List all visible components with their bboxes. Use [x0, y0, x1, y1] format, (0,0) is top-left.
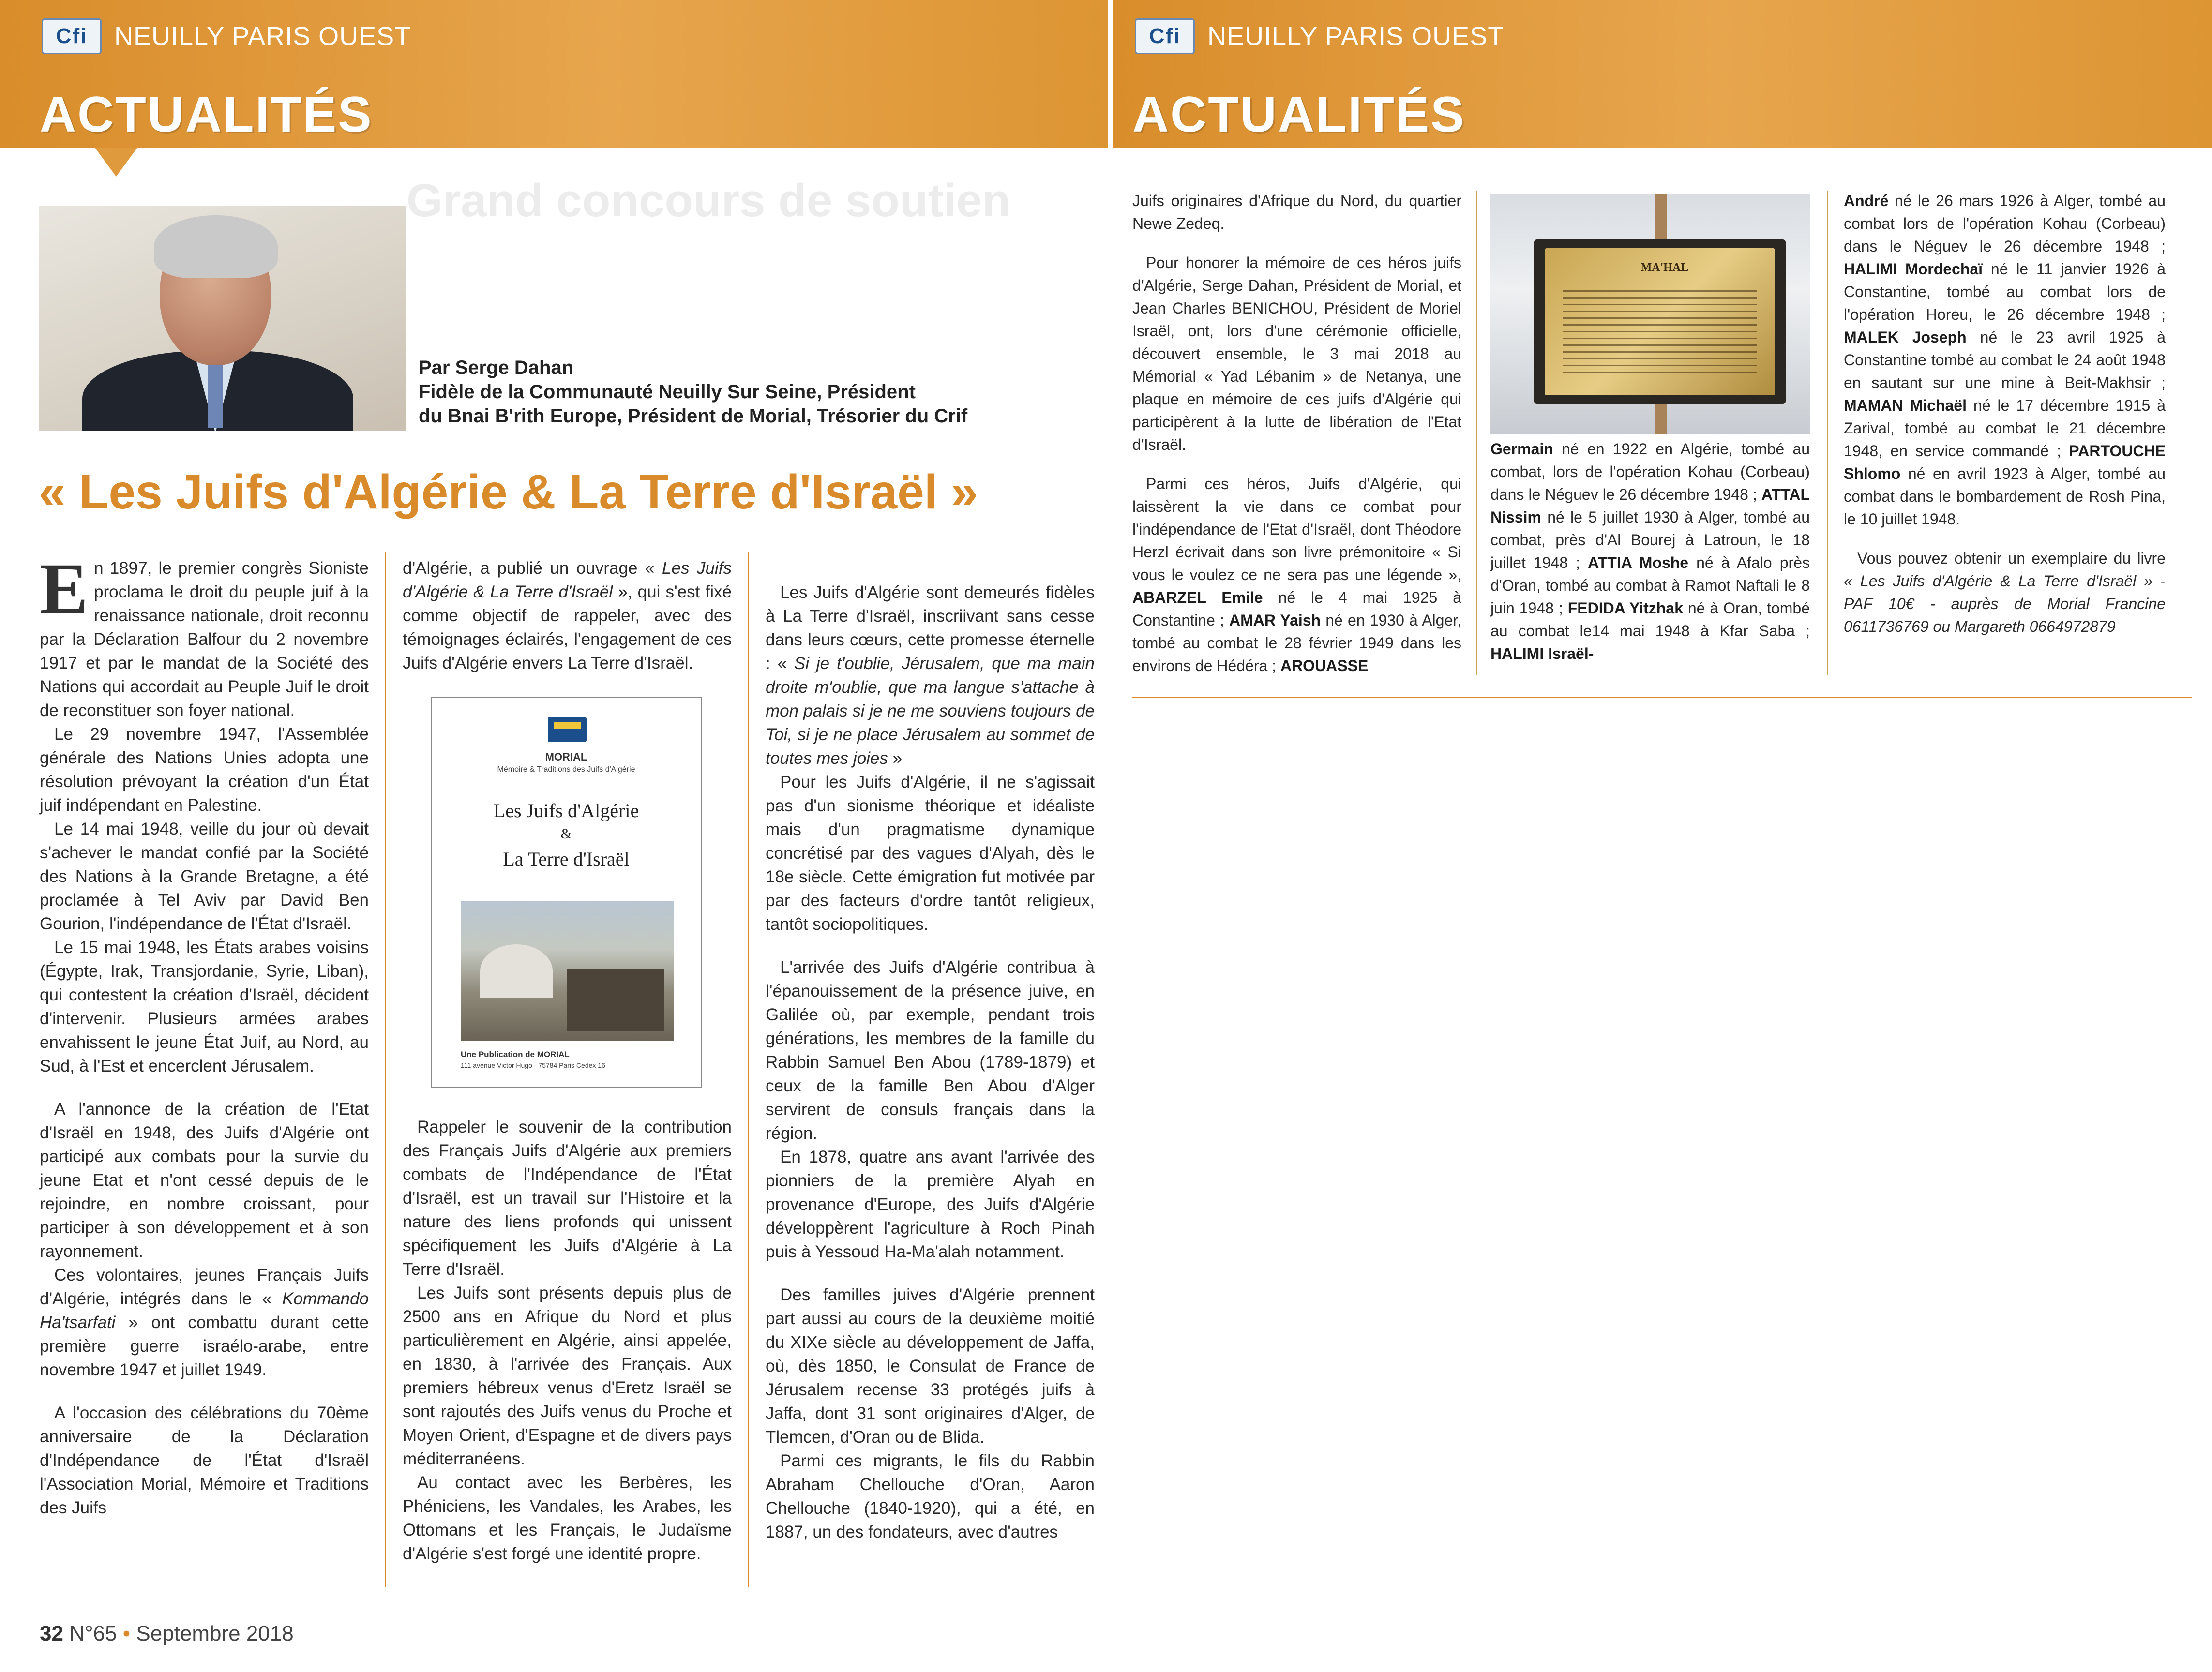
paragraph: Juifs originaires d'Afrique du Nord, du quartier Newe Zedeq.: [1132, 192, 1461, 232]
paragraph: d'Algérie, a publié un ouvrage « Les Juifs d'Algérie & La Terre d'Israël », qui s'est fixé comme objectif de rappeler, avec des témoignages éclairés, l'engagement de ces Juifs d'Algérie envers La Terre d'Israël.: [403, 559, 732, 672]
horizontal-rule: [1132, 697, 2192, 698]
paragraph: Pour les Juifs d'Algérie, il ne s'agissait pas d'un sionisme théorique et idéaliste mais d'un pragmatisme dynamique concrétisé par des vagues d'Alyah, dès le 18e siècle. Cette émigration fut motivée par par des facteurs d'ordre tantôt religieux, tantôt sociopolitiques.: [766, 773, 1095, 934]
right-column-3: [1844, 190, 2166, 638]
byline-name: Par Serge Dahan: [419, 357, 574, 378]
article-column-2: [403, 556, 732, 675]
plaque-title: MA'HAL: [1640, 261, 1689, 274]
column-separator: [1476, 191, 1477, 675]
paragraph: Des familles juives d'Algérie prennent part aussi au cours de la deuxième moitié du XIXe siècle au développement de Jaffa, où, dès 1850, le Consulat de France de Jérusalem recense 33 protégés juifs à Jaffa, dont 31 sont originaires d'Alger, de Tlemcen, d'Oran ou de Blida.: [766, 1285, 1095, 1447]
cover-photo-crowd: [567, 969, 664, 1031]
header-band: [0, 0, 1108, 148]
paragraph: Rappeler le souvenir de la contribution des Français Juifs d'Algérie aux premiers combats de l'Indépendance de l'État d'Israël, est un travail sur l'Histoire et la nature des liens profonds qui unissent spécifiquement les Juifs d'Algérie à La Terre d'Israël.: [403, 1118, 732, 1279]
cover-photo-dome: [480, 944, 553, 998]
article-column-3: [766, 581, 1095, 1544]
header-brand: NEUILLY PARIS OUEST: [1207, 22, 1505, 51]
header-notch: [95, 148, 137, 177]
right-column-1: [1132, 190, 1461, 677]
cover-org: MORIAL: [545, 751, 587, 763]
cfi-logo: Cfi: [42, 18, 102, 54]
photo-hair: [154, 215, 278, 278]
cover-title-3: La Terre d'Israël: [503, 848, 630, 870]
paragraph: Le 15 mai 1948, les États arabes voisins (Égypte, Irak, Transjordanie, Syrie, Liban), qui contestent la création d'Israël, décident d'intervenir. Plusieurs armées arabes envahissent le jeune État Juif, au Nord, au Sud, à l'Est et encerclent Jérusalem.: [40, 938, 369, 1075]
paragraph: Parmi ces héros, Juifs d'Algérie, qui laissèrent la vie dans ce combat pour l'indépendance de l'Etat d'Israël, dont Théodore Herzl écrivait dans son livre prémonitoire « Si vous le voulez ce ne sera pas une légende », ABARZEL Emile né le 4 mai 1925 à Constantine ; AMAR Yaish né en 1930 à Alger, tombé au combat le 28 février 1949 dans les environs de Hédéra ; AROUASSE: [1132, 475, 1462, 674]
section-rubric: ACTUALITÉS: [40, 87, 373, 143]
cfi-logo: Cfi: [1135, 18, 1195, 54]
paragraph: A l'occasion des célébrations du 70ème anniversaire de la Déclaration d'Indépendance de l'État d'Israël l'Association Morial, Mémoire et Traditions des Juifs: [40, 1403, 369, 1517]
page-footer: [40, 1622, 294, 1646]
issue-date: Septembre 2018: [136, 1622, 294, 1645]
right-column-2: [1490, 438, 1810, 665]
paragraph: Pour honorer la mémoire de ces héros juifs d'Algérie, Serge Dahan, Président de Morial, et Jean Charles BENICHOU, Président de Moriel Israël, ont, lors d'une cérémonie officielle, découvert ensemble, le 3 mai 2018 au Mémorial « Yad Lébanim » de Netanya, une plaque en mémoire de ces juifs d'Algérie qui participèrent à la lutte de libération de l'Etat d'Israël.: [1132, 254, 1461, 453]
paragraph: A l'annonce de la création de l'Etat d'Israël en 1948, des Juifs d'Algérie ont participé aux combats pour la survie du jeune Etat et n'ont cessé depuis de le rejoindre, en nombre croissant, pour participer à son développement et à son rayonnement.: [40, 1100, 369, 1261]
header-brand-row: [1135, 18, 1504, 54]
right-page: [1113, 0, 2212, 721]
byline: [419, 356, 967, 428]
cover-org-sub: Mémoire & Traditions des Juifs d'Algérie: [497, 765, 635, 774]
header-brand-row: [42, 18, 411, 54]
morial-logo: [548, 717, 587, 742]
cover-publisher: Une Publication de MORIAL: [461, 1050, 570, 1059]
paragraph: Au contact avec les Berbères, les Phéniciens, les Vandales, les Arabes, les Ottomans et les Français, le Judaïsme d'Algérie s'est forgé une identité propre.: [403, 1473, 732, 1563]
paragraph: Les Juifs d'Algérie sont demeurés fidèles à La Terre d'Israël, inscriivant sans cesse dans leurs cœurs, cette promesse éternelle : « Si je t'oublie, Jérusalem, que ma main droite m'oublie, que ma langue s'attache à mon palais si je ne me souviens toujours de Toi, si je ne place Jérusalem au sommet de toutes mes joies »: [766, 583, 1095, 768]
paragraph: L'arrivée des Juifs d'Algérie contribua à l'épanouissement de la présence juive, en Galilée où, par exemple, pendant trois générations, les membres de la famille du Rabbin Samuel Ben Abou (1789-1879) et ceux de la famille Ben Abou d'Alger servirent de consuls français dans la région.: [766, 958, 1095, 1143]
article-column-1: [40, 549, 369, 1520]
paragraph: Ces volontaires, jeunes Français Juifs d'Algérie, intégrés dans le « Kommando Ha'tsarfati » ont combattu durant cette première guerre israélo-arabe, entre novembre 1947 et juillet 1949.: [40, 1266, 369, 1379]
section-rubric: ACTUALITÉS: [1132, 87, 1466, 143]
column-separator: [1827, 191, 1828, 675]
issue-number: N°65: [69, 1622, 117, 1645]
article-title: « Les Juifs d'Algérie & La Terre d'Israël »: [39, 465, 978, 519]
article-column-2-lower: [403, 1115, 732, 1566]
paragraph: En 1878, quatre ans avant l'arrivée des pionniers de la première Alyah en provenance d'Europe, des Juifs d'Algérie développèrent l'agriculture à Roch Pinah puis à Yessoud Ha-Ma'alah notamment.: [766, 1148, 1095, 1261]
book-cover: [431, 697, 702, 1088]
paragraph: Germain né en 1922 en Algérie, tombé au combat, lors de l'opération Kohau (Corbeau) dans le Néguev le 26 décembre 1948 ; ATTAL Nissim né le 5 juillet 1930 à Alger, tombé au combat, près d'Al Bourej à Latroun, le 18 juillet 1948 ; ATTIA Moshe né à Afalo près d'Oran, tombé au combat à Ramot Naftali le 8 juin 1948 ; FEDIDA Yitzhak né à Oran, tombé au combat le14 mai 1948 à Kfar Saba ; HALIMI Israël-: [1490, 440, 1810, 662]
plaque-text-lines: [1563, 290, 1757, 373]
paragraph: Le 29 novembre 1947, l'Assemblée générale des Nations Unies adopta une résolution prévoyant la création d'un État juif indépendant en Palestine.: [40, 725, 369, 815]
author-photo: [39, 206, 406, 431]
drop-cap: E: [40, 549, 89, 629]
column-separator: [385, 552, 386, 1587]
byline-role-2: du Bnai B'rith Europe, Président de Morial, Trésorier du Crif: [419, 405, 968, 427]
paragraph: Parmi ces migrants, le fils du Rabbin Abraham Chellouche d'Oran, Aaron Chellouche (1840-1920), qui a été, en 1887, un des fondateurs, avec d'autres: [766, 1451, 1095, 1541]
paragraph: En 1897, le premier congrès Sioniste proclama le droit du peuple juif à la renaissance nationale, droit reconnu par la Déclaration Balfour du 2 novembre 1917 et par le mandat de la Société des Nations qui accordait au Peuple Juif le droit de reconstituer son foyer national.: [40, 549, 369, 720]
paragraph: André né le 26 mars 1926 à Alger, tombé au combat lors de l'opération Kohau (Corbeau) dans le Néguev le 26 décembre 1948 ; HALIMI Mordechaï né le 11 janvier 1926 à Constantine, tombé au combat lors de l'opération Horeu, le 26 décembre 1948 ; MALEK Joseph né le 23 avril 1925 à Constantine tombé au combat le 24 août 1948 en sautant sur une mine à Beit-Makhsir ; MAMAN Michaël né le 17 décembre 1915 à Zarival, tombé au combat le 21 décembre 1948, en service commandé ; PARTOUCHE Shlomo né en avril 1923 à Alger, tombé au combat dans le bombardement de Rosh Pina, le 10 juillet 1948.: [1844, 192, 2166, 528]
header-brand: NEUILLY PARIS OUEST: [114, 22, 411, 51]
paragraph: Vous pouvez obtenir un exemplaire du livre « Les Juifs d'Algérie & La Terre d'Israël » - PAF 10€ - auprès de Morial Francine 0611736769 ou Margareth 0664972879: [1844, 550, 2166, 635]
byline-role-1: Fidèle de la Communauté Neuilly Sur Seine, Président: [419, 381, 916, 403]
bleed-through-heading: Grand concours de soutien: [406, 175, 1011, 226]
photo-tie: [208, 360, 223, 428]
header-band: [1113, 0, 2212, 148]
page-number: 32: [40, 1622, 63, 1645]
footer-bullet: •: [122, 1622, 131, 1645]
cover-title-2: &: [560, 826, 572, 842]
paragraph: Le 14 mai 1948, veille du jour où devait s'achever le mandat confié par la Société des Nations à la Grande Bretagne, a été proclamée à Tel Aviv par David Ben Gourion, l'indépendance de l'État d'Israël.: [40, 820, 369, 933]
cover-address: 111 avenue Victor Hugo - 75784 Paris Cedex 16: [461, 1061, 605, 1069]
cover-title-1: Les Juifs d'Algérie: [493, 800, 639, 821]
memorial-plaque-photo: [1490, 194, 1810, 434]
cover-photo: [461, 901, 674, 1041]
column-separator: [748, 552, 749, 1587]
paragraph: Les Juifs sont présents depuis plus de 2500 ans en Afrique du Nord et plus particulièrement en Algérie, ainsi appelée, en 1830, à l'arrivée des Français. Aux premiers hébreux venus d'Eretz Israël se sont rajoutés des Juifs venus du Proche et Moyen Orient, d'Espagne et de divers pays méditerranéens.: [403, 1284, 732, 1468]
